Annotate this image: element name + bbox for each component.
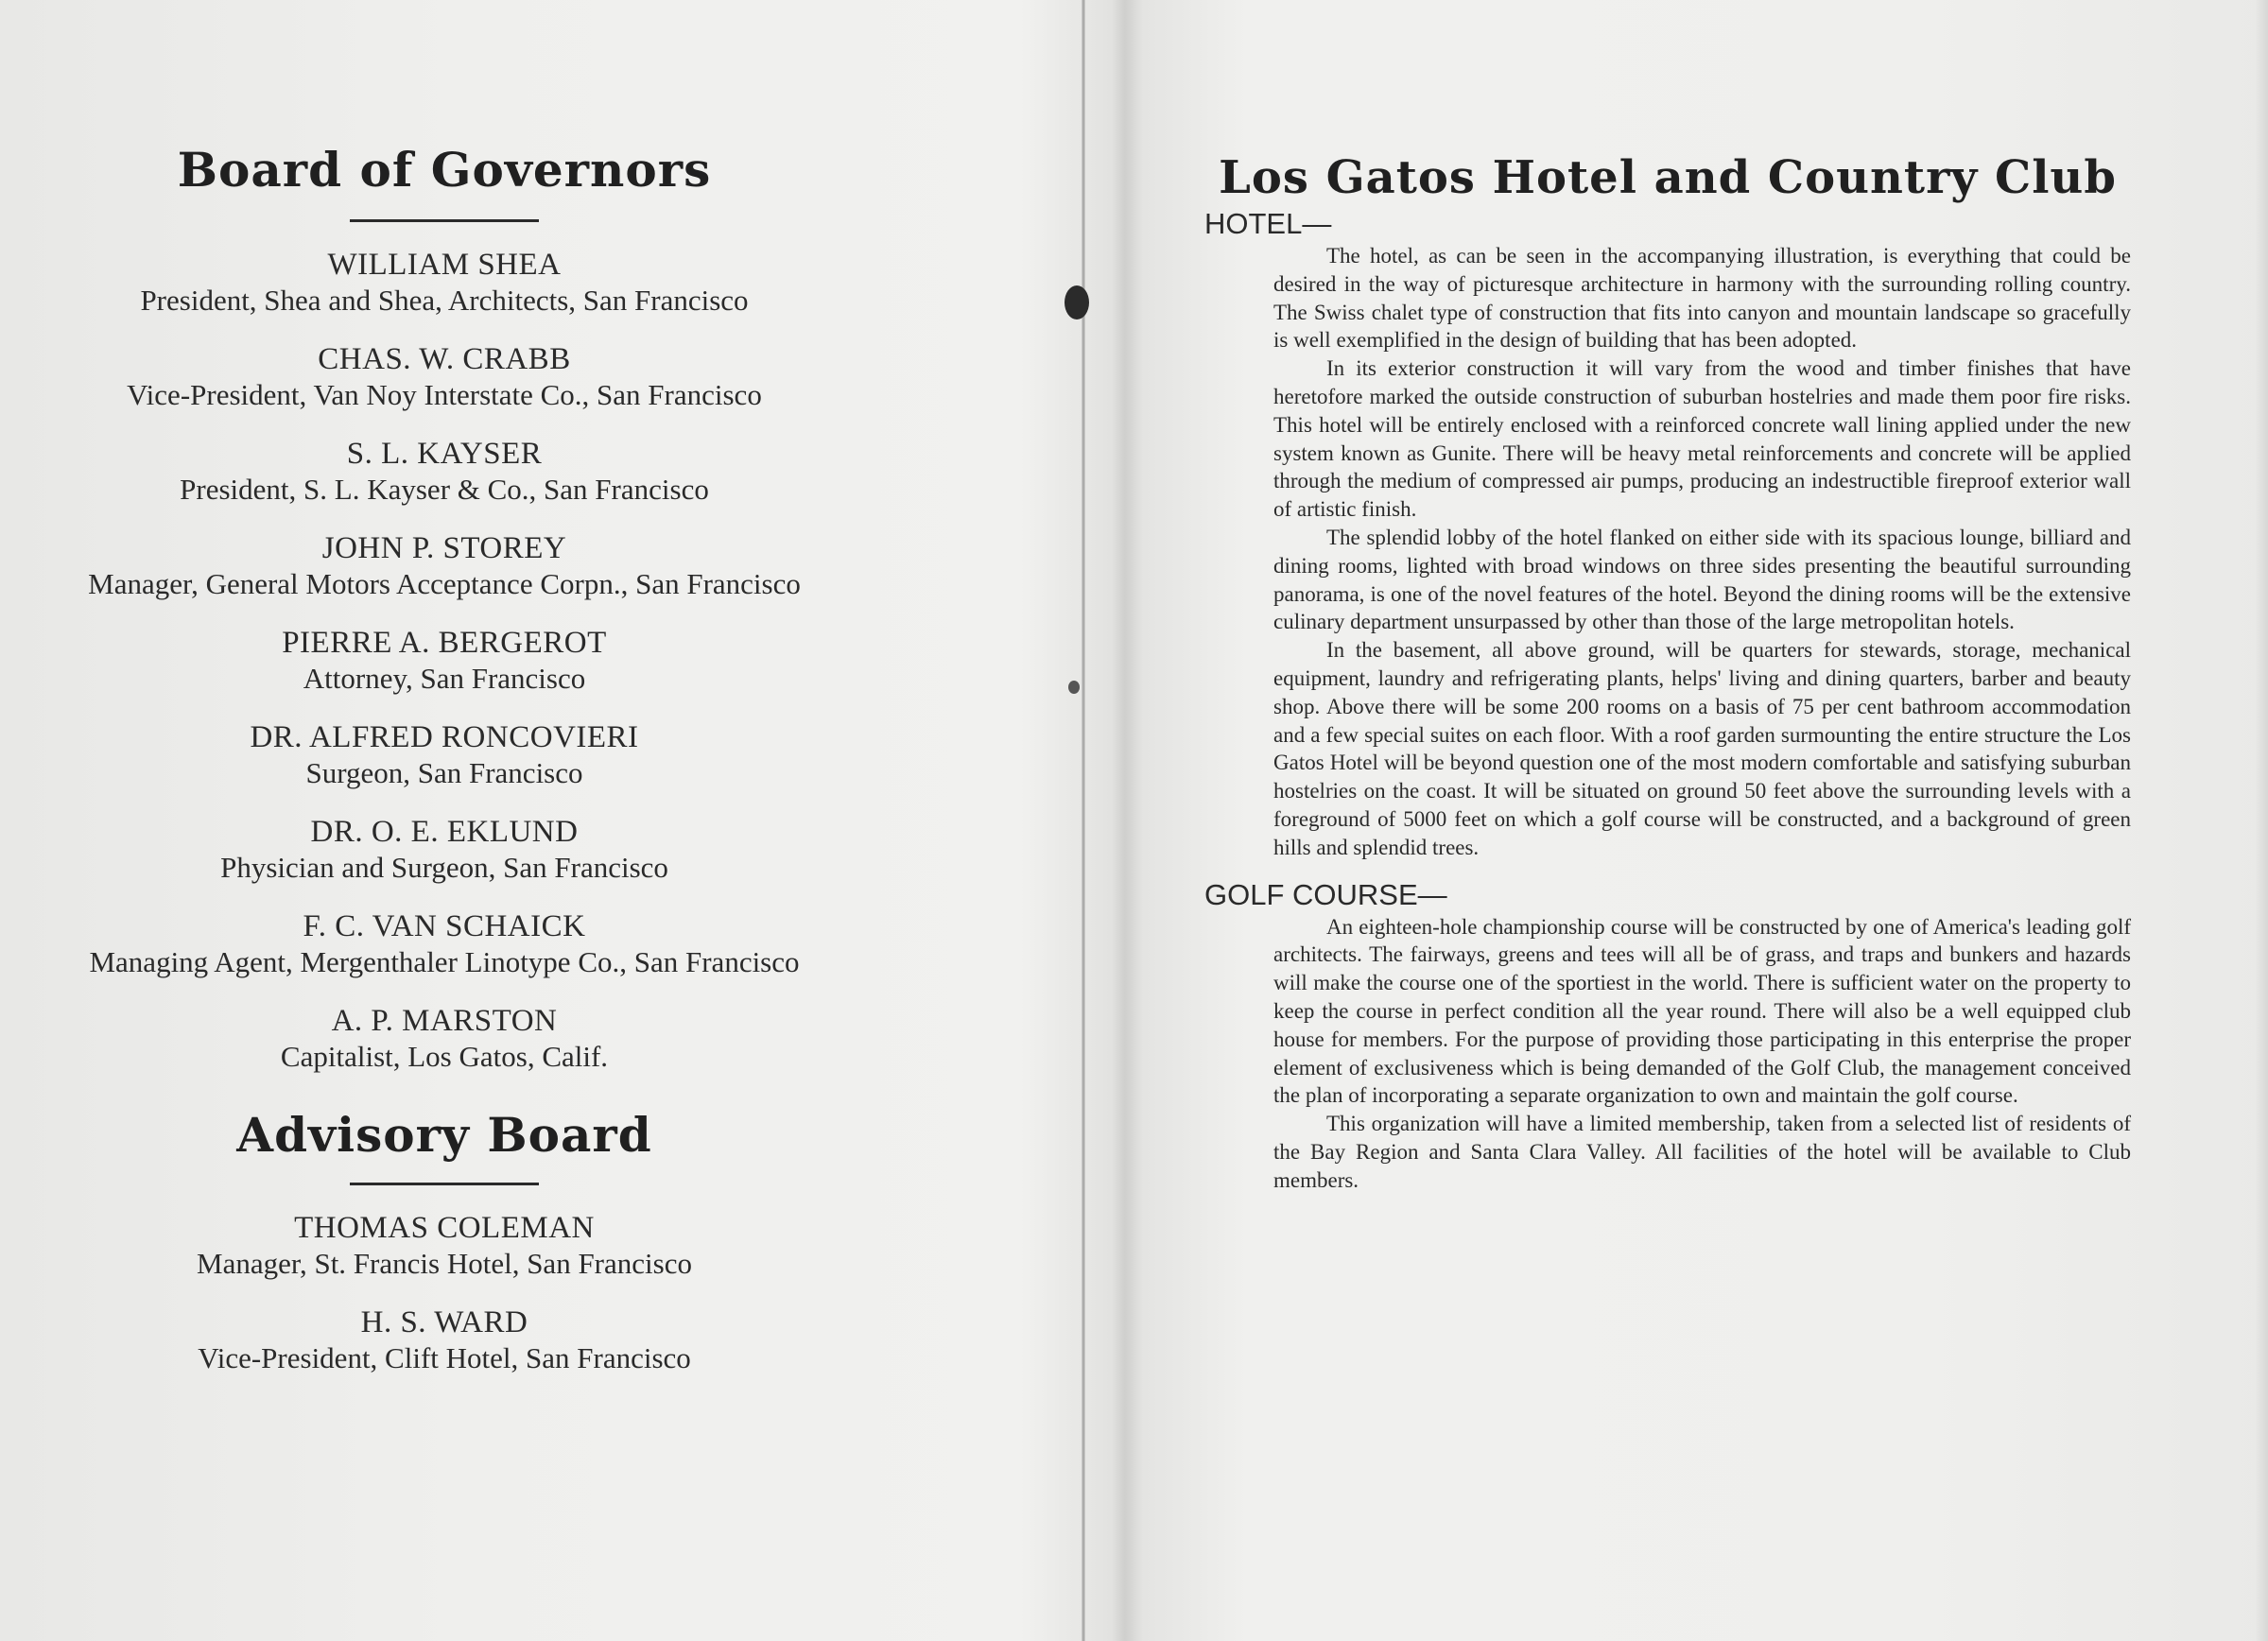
golf-section-label: GOLF COURSE— [1204,877,1447,911]
hotel-paragraph: The splendid lobby of the hotel flanked on either side with its spacious lounge, billiard and dining rooms, lighted with broad windows on three sides presenting the beautiful surrounding panorama, is one of the novel features of the hotel. Beyond the dining rooms will be the extensive culinary department unsurpassed by other than those of the large metropolitan hotels. [1273,525,2131,634]
governor-entry [19,247,870,319]
advisors-list [19,1210,870,1376]
board-of-governors-heading: Board of Governors [177,142,712,198]
governor-title: Physician and Surgeon, San Francisco [220,851,668,884]
governor-entry [19,436,870,508]
governor-name: S. L. KAYSER [346,437,543,471]
advisor-title: Vice-President, Clift Hotel, San Francisco [198,1341,691,1374]
advisory-board-heading: Advisory Board [236,1107,652,1163]
governor-title: Vice-President, Van Noy Interstate Co., San Francisco [127,378,762,411]
governor-entry [19,625,870,697]
page-edge-shadow [2255,0,2268,1641]
governor-name: WILLIAM SHEA [327,248,562,282]
hotel-paragraph: In its exterior construction it will vary from the wood and timber finishes that have heretofore marked the outside construction of suburban hostelries and made them poor fire risks. This hotel will be entirely enclosed with a reinforced concrete wall lining applied under the new system known as Gunite. There will be heavy metal reinforcements and concrete will be applied through the medium of compressed air pumps, producing an indestructible fireproof exterior wall of artistic finish. [1273,356,2131,522]
hotel-paragraph: The hotel, as can be seen in the accompanying illustration, is everything that could be desired in the way of picturesque architecture in harmony with the surrounding rolling country. The Swiss chalet type of construction that fits into canyon and mountain landscape so gracefully is well exemplified in the design of building that has been adopted. [1273,244,2131,353]
governor-entry [19,341,870,413]
section-gap [1204,862,2131,875]
club-heading: Los Gatos Hotel and Country Club [1219,151,2117,204]
governor-entry [19,719,870,791]
hotel-section-body [1273,242,2131,862]
heading-rule [350,219,539,222]
governor-title: Manager, General Motors Acceptance Corpn., San Francisco [88,567,801,600]
governor-entry [19,814,870,886]
advisor-name: THOMAS COLEMAN [294,1211,595,1245]
golf-paragraph: An eighteen-hole championship course will be constructed by one of America's leading golf architects. The fairways, greens and tees will all be of grass, and traps and bunkers and hazards will make the course one of the sportiest in the world. There is sufficient water on the property to keep the course in perfect condition all the year round. There will also be a well equipped club house for members. For the purpose of providing those participating in this enterprise the proper element of exclusiveness which is being demanded of the Golf Club, the management conceived the plan of incorporating a separate organization to own and maintain the golf course. [1273,914,2131,1108]
hotel-section-label: HOTEL— [1204,207,1332,240]
governor-name: PIERRE A. BERGEROT [282,626,607,660]
staple-mark [1068,681,1080,694]
golf-paragraph: This organization will have a limited membership, taken from a selected list of residents of the Bay Region and Santa Clara Valley. All facilities of the hotel will be available to Club members. [1273,1112,2131,1192]
governor-title: Surgeon, San Francisco [305,756,583,789]
center-fold [1082,0,1085,1641]
governor-name: JOHN P. STOREY [321,531,567,565]
governor-entry [19,908,870,980]
governor-name: A. P. MARSTON [331,1004,558,1038]
golf-section-body [1273,913,2131,1195]
governor-entry [19,530,870,602]
governor-name: CHAS. W. CRABB [318,342,571,376]
governor-title: Capitalist, Los Gatos, Calif. [280,1040,609,1073]
advisor-entry [19,1210,870,1282]
advisor-entry [19,1304,870,1376]
governor-name: F. C. VAN SCHAICK [303,909,586,943]
hotel-paragraph: In the basement, all above ground, will be quarters for stewards, storage, mechanical equipment, laundry and refrigerating plants, helps' living and dining quarters, barber and beauty shop. Above there will be some 200 rooms on a basis of 75 per cent bathroom accommodation and a few special suites on each floor. With a roof garden surmounting the entire structure the Los Gatos Hotel will be beyond question one of the most modern comfortable and satisfying suburban hostelries on the coast. It will be situated on ground 50 feet above the surrounding levels with a foreground of 5000 feet on which a golf course will be constructed, and a background of green hills and splendid trees. [1273,638,2131,859]
staple-mark [1065,285,1089,320]
heading-rule [350,1183,539,1185]
advisor-title: Manager, St. Francis Hotel, San Francisco [197,1247,692,1280]
governor-title: President, S. L. Kayser & Co., San Francisco [180,473,709,506]
governors-list [19,247,870,1075]
governor-title: Attorney, San Francisco [303,662,586,695]
right-page [1204,151,2131,1195]
governor-title: President, Shea and Shea, Architects, San Francisco [140,284,749,317]
governor-title: Managing Agent, Mergenthaler Linotype Co., San Francisco [89,945,800,978]
advisor-name: H. S. WARD [360,1305,528,1339]
governor-name: DR. O. E. EKLUND [310,815,579,849]
governor-name: DR. ALFRED RONCOVIERI [250,720,639,754]
left-page [19,142,870,1399]
governor-entry [19,1003,870,1075]
